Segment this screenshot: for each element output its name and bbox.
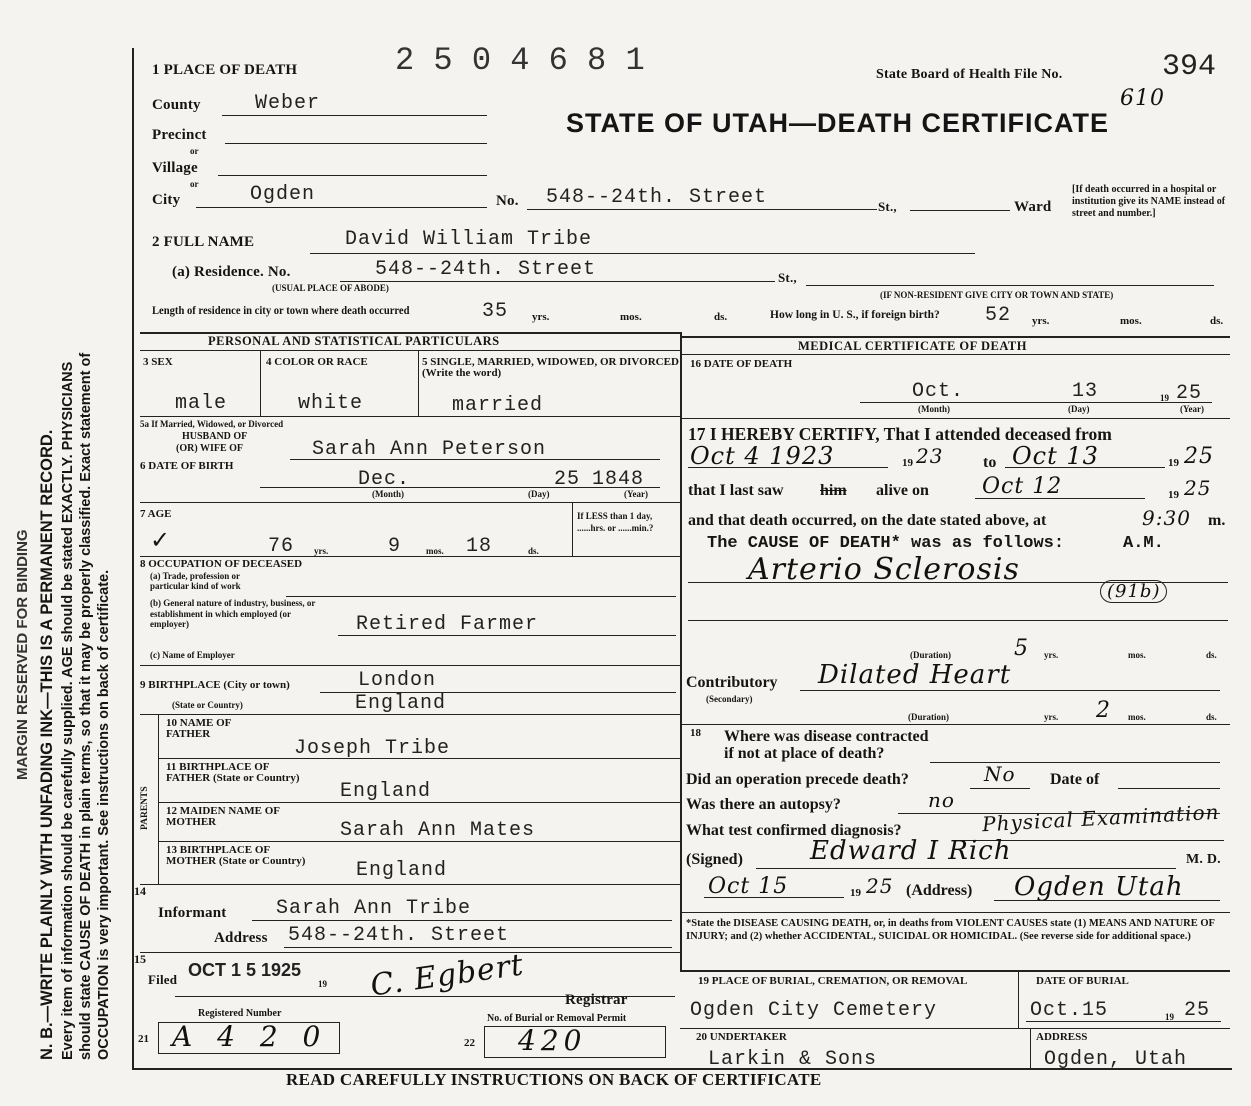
death-day: 13: [1072, 380, 1099, 403]
death-time: 9:30: [1142, 506, 1191, 530]
full-name-line: [310, 253, 975, 254]
medical-footnote: *State the DISEASE CAUSING DEATH, or, in deaths from VIOLENT CAUSES state (1) MEANS AND NATURE OF INJURY; and (2) whether ACCIDENTAL, SUICIDAL OR HOMICIDAL. (See reverse side for additional space.): [686, 918, 1215, 942]
dob-month-caption: (Month): [372, 489, 404, 499]
residence-label: (a) Residence. No.: [172, 264, 291, 280]
occupation-b-label: (b) General nature of industry, business, or establishment in which employed (or employer): [150, 598, 316, 629]
last-saw-him: him: [820, 482, 847, 499]
informant-address-line: [284, 947, 672, 948]
years-in-us-value: 52: [985, 304, 1012, 327]
death-occurred-label: and that death occurred, on the date stated above, at: [688, 512, 1047, 529]
hospital-note: [If death occurred in a hospital or institution give its NAME instead of street and number.]: [1072, 184, 1226, 219]
local-number: 610: [1120, 86, 1165, 111]
duration-label: (Duration): [910, 650, 951, 660]
margin-warning-line2: Every item of information should be carefully supplied. AGE should be stated EXACTLY. PHYSICIANS: [60, 361, 76, 1060]
burial-divider: [1018, 970, 1019, 1028]
last-saw-line: [975, 498, 1145, 499]
age-mos-caption: mos.: [426, 546, 444, 556]
occupation-value: Retired Farmer: [356, 613, 539, 636]
color-label: 4 COLOR OR RACE: [266, 356, 368, 368]
date-of-death-label: 16 DATE OF DEATH: [690, 358, 793, 370]
medical-section-title: MEDICAL CERTIFICATE OF DEATH: [798, 339, 1027, 353]
row-line-14: [140, 884, 680, 885]
duration2-years: 2: [1096, 698, 1111, 723]
employer-label: (c) Name of Employer: [150, 650, 235, 660]
dob-month: Dec.: [358, 468, 411, 491]
residence-line: [340, 281, 775, 282]
dob-day-caption: (Day): [528, 489, 550, 499]
signed-address-label: (Address): [906, 882, 973, 899]
row-line-8: [140, 556, 680, 557]
age-years: 76: [268, 535, 295, 558]
less-than-day-label: If LESS than 1 day, ......hrs. or ......min.?: [577, 511, 654, 533]
mother-label: 12 MAIDEN NAME OF MOTHER: [166, 805, 280, 828]
father-birthplace-label: 11 BIRTHPLACE OF FATHER (State or Country): [166, 761, 300, 784]
center-divider: [680, 332, 682, 972]
burial-date-line: [1026, 1021, 1221, 1022]
certificate-title: STATE OF UTAH—DEATH CERTIFICATE: [566, 108, 1109, 138]
personal-title-line: [140, 350, 680, 351]
from-year-prefix: 19: [902, 457, 913, 469]
am-label: A.M.: [1123, 534, 1164, 553]
row-line-11: [158, 758, 680, 759]
place-of-death-label: 1 PLACE OF DEATH: [152, 62, 298, 78]
registrar-signature: C. Egbert: [368, 947, 527, 1004]
ward-line: [910, 210, 1010, 211]
ds-caption: ds.: [714, 311, 728, 323]
row-line-20: [680, 1028, 1230, 1029]
form-left-border: [132, 48, 134, 1068]
contracted-label-1: Where was disease contracted: [724, 728, 929, 745]
mother-birthplace-label: 13 BIRTHPLACE OF MOTHER (State or Country): [166, 844, 306, 867]
duration-ds-caption: ds.: [1206, 650, 1217, 660]
age-yrs-caption: yrs.: [314, 546, 329, 556]
dob-label: 6 DATE OF BIRTH: [140, 460, 234, 472]
burial-place-label: 19 PLACE OF BURIAL, CREMATION, OR REMOVAL: [698, 975, 968, 987]
cause-of-death-label: The CAUSE OF DEATH* was as follows:: [707, 534, 1065, 553]
ds-caption-2: ds.: [1210, 315, 1224, 327]
row-line-19: [680, 970, 1230, 972]
signed-address-line: [994, 900, 1220, 901]
item-21-number: 21: [138, 1033, 149, 1045]
operation-date-line: [1118, 788, 1220, 789]
sex-divider: [260, 350, 261, 416]
full-name-value: David William Tribe: [345, 228, 593, 251]
personal-section-title: PERSONAL AND STATISTICAL PARTICULARS: [208, 334, 500, 348]
certify-label: 17 I HEREBY CERTIFY, That I attended deceased from: [688, 424, 1112, 444]
signed-year: 25: [866, 874, 894, 898]
row-line-9: [140, 665, 680, 666]
duration2-ds-caption: ds.: [1206, 712, 1217, 722]
contributory-label: Contributory: [686, 674, 778, 691]
father-value: Joseph Tribe: [294, 737, 451, 760]
death-day-caption: (Day): [1068, 404, 1090, 414]
attended-from: Oct 4 1923: [690, 442, 835, 470]
age-months: 9: [388, 535, 402, 558]
residence-value: 548--24th. Street: [375, 258, 597, 281]
sex-label: 3 SEX: [143, 356, 173, 368]
burial-year-prefix: 19: [1165, 1012, 1174, 1022]
md-label: M. D.: [1186, 852, 1221, 867]
state-board-label: State Board of Health File No.: [876, 67, 1063, 82]
village-line: [218, 175, 487, 176]
marital-label: 5 SINGLE, MARRIED, WIDOWED, OR DIVORCED (Write the word): [422, 356, 679, 379]
or-label-2: or: [190, 179, 199, 189]
marital-value: married: [452, 394, 544, 417]
street-value: 548--24th. Street: [546, 186, 768, 209]
item-15-number: 15: [134, 952, 146, 966]
occupation-a-label: (a) Trade, profession or particular kind of work: [150, 571, 241, 591]
age-ds-caption: ds.: [528, 546, 539, 556]
father-birthplace-value: England: [340, 780, 432, 803]
filed-date-stamp: OCT 1 5 1925: [188, 960, 302, 980]
undertaker-address-label: ADDRESS: [1036, 1031, 1088, 1043]
row-line-footnote: [680, 912, 1230, 913]
margin-warning-line1: N. B.—WRITE PLAINLY WITH UNFADING INK—THIS IS A PERMANENT RECORD.: [38, 429, 56, 1060]
last-saw-year: 25: [1184, 476, 1212, 500]
row-line-15: [140, 952, 680, 953]
parents-divider: [158, 714, 159, 884]
operation-value: No: [984, 762, 1016, 786]
birthplace-label: 9 BIRTHPLACE (City or town): [140, 679, 290, 691]
spouse-value: Sarah Ann Peterson: [312, 438, 547, 461]
burial-date-label: DATE OF BURIAL: [1036, 975, 1129, 987]
length-of-residence-years: 35: [482, 300, 509, 323]
city-line: [196, 207, 487, 208]
occupation-b-line: [338, 635, 676, 636]
city-value: Ogden: [250, 183, 316, 206]
duration-mos-caption: mos.: [1128, 650, 1146, 660]
precinct-label: Precinct: [152, 127, 207, 143]
cause-line-2: [688, 620, 1228, 621]
death-month: Oct.: [912, 380, 965, 403]
margin-warning-line3: should state CAUSE OF DEATH in plain terms, so that it may be properly classified. Exact statement of: [78, 352, 94, 1060]
death-year-caption: (Year): [1180, 404, 1204, 414]
or-label-1: or: [190, 146, 199, 156]
last-saw-label: that I last saw: [688, 482, 784, 499]
residence-city-line: [806, 285, 1214, 286]
autopsy-label: Was there an autopsy?: [686, 796, 841, 813]
secondary-label: (Secondary): [706, 694, 753, 704]
row-line-12: [158, 802, 680, 803]
date-of-operation-label: Date of: [1050, 771, 1100, 788]
physician-address: Ogden Utah: [1014, 872, 1184, 902]
attended-from-line: [688, 467, 888, 468]
row-line-7: [140, 502, 680, 503]
color-value: white: [298, 392, 364, 415]
mother-birthplace-value: England: [356, 859, 448, 882]
to-label: to: [983, 454, 997, 471]
operation-line: [970, 788, 1030, 789]
age-label: 7 AGE: [140, 508, 172, 520]
last-saw-date: Oct 12: [982, 474, 1063, 499]
residence-st-label: St.,: [778, 270, 797, 285]
length-of-residence-label: Length of residence in city or town where death occurred: [152, 305, 410, 317]
dob-year-caption: (Year): [624, 489, 648, 499]
informant-line: [252, 920, 672, 921]
contracted-label-2: if not at place of death?: [724, 745, 885, 762]
signed-line: [756, 868, 1176, 869]
informant-value: Sarah Ann Tribe: [276, 897, 472, 920]
item-14-number: 14: [134, 884, 146, 898]
usual-place-caption: (USUAL PLACE OF ABODE): [272, 283, 389, 293]
row-line-17: [680, 418, 1230, 419]
dob-line: [260, 487, 660, 488]
informant-address-value: 548--24th. Street: [288, 924, 510, 947]
undertaker-value: Larkin & Sons: [708, 1048, 878, 1071]
signed-year-prefix: 19: [850, 887, 861, 899]
color-divider: [418, 350, 419, 416]
birthplace-state-label: (State or Country): [172, 700, 243, 710]
m-label: m.: [1208, 512, 1226, 529]
burial-permit-label: No. of Burial or Removal Permit: [487, 1013, 627, 1024]
filed-year-suffix: 19: [318, 979, 327, 989]
informant-address-label: Address: [214, 930, 268, 946]
informant-label: Informant: [158, 905, 227, 921]
occupation-a-line: [286, 596, 676, 597]
county-label: County: [152, 97, 201, 113]
age-divider: [572, 502, 573, 556]
from-year: 23: [916, 444, 944, 468]
registered-number-value: A 4 2 0: [172, 1020, 329, 1053]
row-line-5a: [140, 416, 680, 417]
to-year-prefix: 19: [1168, 457, 1179, 469]
birthplace-country: England: [355, 692, 447, 715]
operation-label: Did an operation precede death?: [686, 771, 909, 788]
street-line: [527, 209, 877, 210]
duration2-yrs-caption: yrs.: [1044, 712, 1059, 722]
age-check-mark: ✓: [150, 528, 171, 554]
mos-caption-2: mos.: [1120, 315, 1142, 327]
duration2-label: (Duration): [908, 712, 949, 722]
how-long-in-us-label: How long in U. S., if foreign birth?: [770, 309, 940, 321]
yrs-caption-2: yrs.: [1032, 315, 1050, 327]
cause-code: (91b): [1100, 580, 1167, 603]
state-board-file-number: 394: [1162, 50, 1217, 84]
contracted-line: [930, 762, 1220, 763]
county-value: Weber: [255, 92, 321, 115]
margin-reserved-text: MARGIN RESERVED FOR BINDING: [14, 529, 31, 780]
city-label: City: [152, 192, 181, 208]
last-saw-year-prefix: 19: [1168, 489, 1179, 501]
test-label: What test confirmed diagnosis?: [686, 822, 902, 839]
nonresident-note: (IF NON-RESIDENT GIVE CITY OR TOWN AND STATE): [880, 290, 1114, 300]
burial-date-value: Oct.15: [1030, 999, 1109, 1022]
row-line-10: [140, 714, 680, 715]
death-year-prefix: 19: [1160, 393, 1169, 403]
death-month-caption: (Month): [918, 404, 950, 414]
yrs-caption: yrs.: [532, 311, 550, 323]
registered-number-label: Registered Number: [198, 1008, 282, 1019]
spouse-label-b: HUSBAND OF: [182, 431, 248, 442]
dob-year: 1848: [592, 468, 645, 491]
certificate-number: 2 5 0 4 6 8 1: [395, 42, 645, 79]
margin-warning-line4: OCCUPATION is very important. See instructions on back of certificate.: [96, 569, 112, 1060]
undertaker-address-value: Ogden, Utah: [1044, 1048, 1188, 1071]
duration2-mos-caption: mos.: [1128, 712, 1146, 722]
item-18-number: 18: [690, 727, 701, 739]
item-22-number: 22: [464, 1037, 475, 1049]
row-line-18: [680, 724, 1230, 725]
registrar-label: Registrar: [565, 992, 628, 1008]
occupation-label: 8 OCCUPATION OF DECEASED: [140, 558, 303, 570]
contributory-value: Dilated Heart: [818, 660, 1012, 690]
undertaker-divider: [1030, 1028, 1031, 1068]
full-name-label: 2 FULL NAME: [152, 234, 255, 250]
medical-top-line: [680, 336, 1230, 338]
death-year: 25: [1176, 382, 1203, 405]
signed-label: (Signed): [686, 851, 743, 868]
undertaker-label: 20 UNDERTAKER: [696, 1031, 787, 1043]
ward-label: Ward: [1014, 199, 1052, 215]
footer-instructions: READ CAREFULLY INSTRUCTIONS ON BACK OF CERTIFICATE: [286, 1070, 822, 1089]
cause-of-death-value: Arterio Sclerosis: [748, 552, 1020, 587]
signed-date: Oct 15: [708, 874, 789, 899]
physician-signature: Edward I Rich: [810, 836, 1012, 866]
st-label: St.,: [878, 199, 897, 214]
date-of-death-line: [860, 402, 1212, 403]
spouse-label-c: (OR) WIFE OF: [176, 443, 244, 454]
duration-yrs-caption: yrs.: [1044, 650, 1059, 660]
contributory-line: [800, 690, 1220, 691]
signed-date-line: [704, 897, 844, 898]
age-days: 18: [466, 535, 493, 558]
row-line-13: [158, 841, 680, 842]
medical-title-line: [680, 354, 1230, 355]
burial-place-value: Ogden City Cemetery: [690, 999, 938, 1022]
to-year: 25: [1184, 444, 1214, 469]
spouse-label-a: 5a If Married, Widowed, or Divorced: [140, 419, 284, 429]
dob-day: 25: [554, 468, 581, 491]
attended-to: Oct 13: [1012, 442, 1099, 470]
precinct-line: [225, 143, 487, 144]
father-label: 10 NAME OF FATHER: [166, 717, 231, 740]
autopsy-value: no: [928, 788, 955, 812]
attended-to-line: [1005, 467, 1165, 468]
spouse-line: [290, 459, 660, 460]
burial-year: 25: [1184, 999, 1211, 1022]
burial-permit-value: 420: [518, 1024, 587, 1057]
mos-caption: mos.: [620, 311, 642, 323]
filed-label: Filed: [148, 972, 178, 987]
duration-years: 5: [1014, 636, 1029, 661]
test-value: Physical Examination: [981, 799, 1220, 837]
county-line: [222, 115, 487, 116]
village-label: Village: [152, 160, 198, 176]
street-no-label: No.: [496, 193, 519, 209]
mother-value: Sarah Ann Mates: [340, 819, 536, 842]
sex-value: male: [175, 392, 228, 415]
birthplace-city: London: [358, 669, 437, 692]
parents-label: PARENTS: [140, 786, 150, 830]
alive-on-label: alive on: [876, 482, 929, 499]
